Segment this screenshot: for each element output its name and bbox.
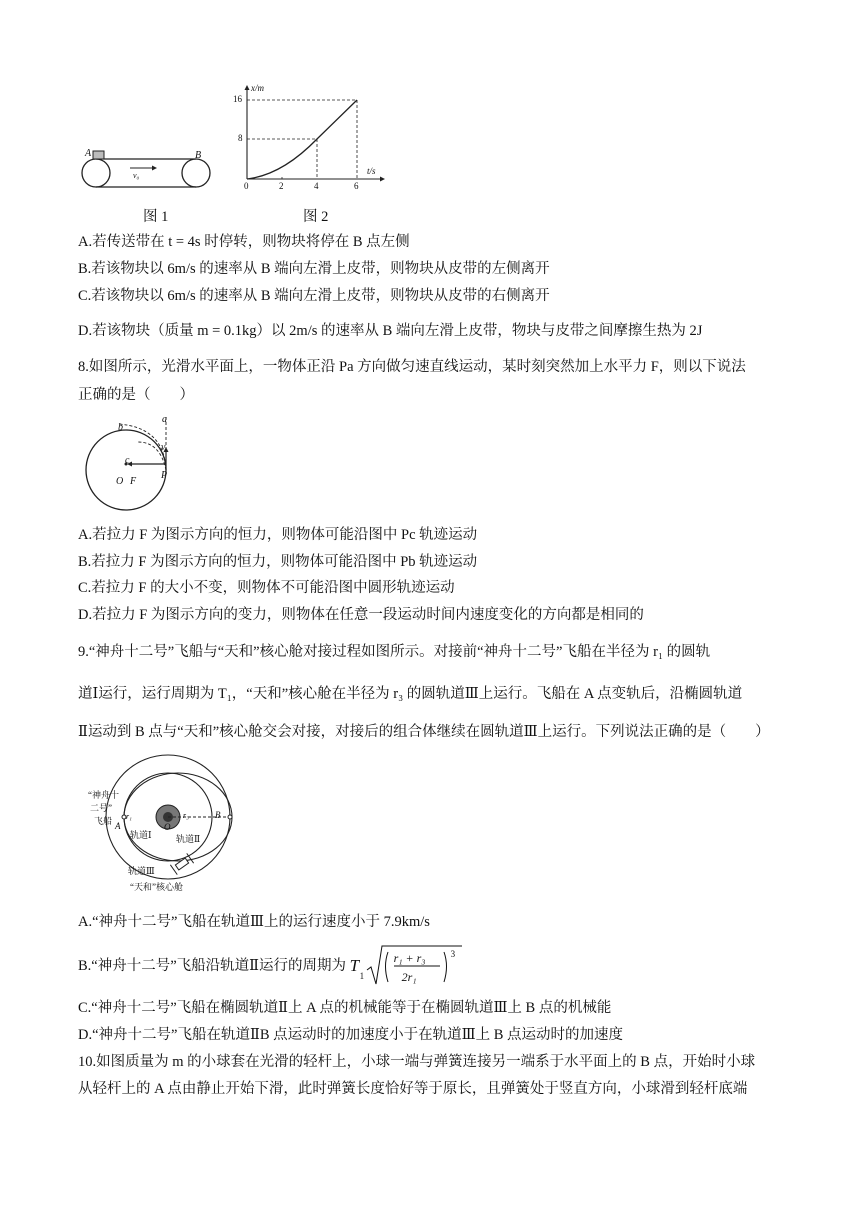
q9-label-tianhe: “天和”核心舱 xyxy=(130,882,183,892)
fig2-x-tick-6: 6 xyxy=(354,181,359,191)
q9-stem-line3: Ⅱ运动到 B 点与“天和”核心舱交会对接，对接后的组合体继续在圆轨道Ⅲ上运行。下列说法正确的是（ ） xyxy=(78,724,770,740)
q9-option-b-formula xyxy=(349,946,460,984)
q9-option-c: C.“神舟十二号”飞船在椭圆轨道Ⅱ上 A 点的机械能等于在椭圆轨道Ⅲ上 B 点的机械能 xyxy=(78,1000,612,1016)
q10-line1: 10.如图质量为 m 的小球套在光滑的轻杆上，小球一端与弹簧连接另一端系于水平面上的 B 点，开始时小球 xyxy=(78,1054,756,1070)
fig2-y-tick-16: 16 xyxy=(233,94,242,104)
q9-stem-line2: 道Ⅰ运行，运行周期为 T₁，“天和”核心舱在半径为 r₃ 的圆轨道Ⅲ上运行。飞船在 A 点变轨后，沿椭圆轨道 xyxy=(78,686,743,702)
q9-label-r3: r₃ xyxy=(183,811,189,820)
q8-label-o: O xyxy=(116,476,124,487)
q9-label-orbit2: 轨道Ⅱ xyxy=(176,834,201,844)
q8-option-a: A.若拉力 F 为图示方向的恒力，则物体可能沿图中 Pc 轨迹运动 xyxy=(78,527,478,543)
q9-formula-denominator: 2r₁ xyxy=(401,970,417,984)
q10-line2: 从轻杆上的 A 点由静止开始下滑，此时弹簧长度恰好等于原长，且弹簧处于竖直方向，小球滑到轻杆底端 xyxy=(78,1081,748,1097)
q9-label-r1: r₁ xyxy=(126,812,132,821)
q9-ship-label-1: “神舟十 xyxy=(88,790,119,800)
q8-stem-line2: 正确的是（ ） xyxy=(78,387,194,403)
q9-formula-numerator: r₁ + r₃ xyxy=(393,951,426,965)
q9-ship-label-2: 二号” xyxy=(90,803,112,813)
fig2-caption: 图 2 xyxy=(303,209,329,225)
fig1-label-v: v₀ xyxy=(133,171,140,180)
q9-formula-exponent: 3 xyxy=(450,949,456,959)
q8-label-p: P xyxy=(161,470,168,481)
q8-stem-line1: 8.如图所示，光滑水平面上，一物体正沿 Pa 方向做匀速直线运动，某时刻突然加上水平力 F，则以下说法 xyxy=(78,359,746,375)
q9-label-orbit3: 轨道Ⅲ xyxy=(128,866,155,876)
q7-option-d: D.若该物块（质量 m = 0.1kg）以 2m/s 的速率从 B 端向左滑上皮带，物块与皮带之间摩擦生热为 2J xyxy=(78,323,703,339)
q8-option-b: B.若拉力 F 为图示方向的恒力，则物体可能沿图中 Pb 轨迹运动 xyxy=(78,554,478,570)
q8-label-f: F xyxy=(130,476,137,487)
fig2-x-tick-4: 4 xyxy=(314,181,319,191)
q9-formula-t-sub: 1 xyxy=(359,971,365,981)
fig2-y-axis-label: x/m xyxy=(251,83,264,93)
q8-label-b: b xyxy=(118,422,123,433)
q8-option-d: D.若拉力 F 为图示方向的变力，则物体在任意一段运动时间内速度变化的方向都是相同的 xyxy=(78,607,644,623)
figure-q8-circle xyxy=(80,412,180,516)
q9-label-b: B xyxy=(215,810,221,820)
q8-option-c: C.若拉力 F 的大小不变，则物体不可能沿图中圆形轨迹运动 xyxy=(78,580,455,596)
q7-option-b: B.若该物块以 6m/s 的速率从 B 端向左滑上皮带，则物块从皮带的左侧离开 xyxy=(78,261,550,277)
q9-label-o: O xyxy=(164,822,171,832)
q9-option-b-text: B.“神舟十二号”飞船沿轨道Ⅱ运行的周期为 xyxy=(78,958,347,974)
fig2-x-tick-2: 2 xyxy=(279,181,284,191)
q7-option-c: C.若该物块以 6m/s 的速率从 B 端向左滑上皮带，则物块从皮带的右侧离开 xyxy=(78,288,550,304)
fig2-x-tick-0: 0 xyxy=(244,181,249,191)
fig2-x-axis-label: t/s xyxy=(367,166,376,176)
q8-label-a: a xyxy=(162,414,167,425)
q9-label-orbit1: 轨道Ⅰ xyxy=(130,830,152,840)
q9-stem-line1: 9.“神舟十二号”飞船与“天和”核心舱对接过程如图所示。对接前“神舟十二号”飞船在半径为 r₁ 的圆轨 xyxy=(78,644,711,660)
fig1-label-a: A xyxy=(85,148,92,159)
q9-option-a: A.“神舟十二号”飞船在轨道Ⅲ上的运行速度小于 7.9km/s xyxy=(78,914,430,930)
fig2-y-tick-8: 8 xyxy=(238,133,243,143)
q9-ship-label-3: 飞船 xyxy=(94,816,113,826)
fig1-label-b: B xyxy=(195,150,202,161)
q9-option-d: D.“神舟十二号”飞船在轨道ⅡB 点运动时的加速度小于在轨道Ⅲ上 B 点运动时的加速度 xyxy=(78,1027,624,1043)
q9-formula-t: T xyxy=(349,956,360,975)
q7-option-a: A.若传送带在 t = 4s 时停转，则物块将停在 B 点左侧 xyxy=(78,234,410,250)
figure-2-xt-graph xyxy=(230,84,390,190)
q9-option-b xyxy=(78,946,460,986)
q8-label-v: v xyxy=(161,442,166,453)
q8-label-c: c xyxy=(125,455,130,466)
q9-label-a: A xyxy=(115,821,121,831)
fig1-caption: 图 1 xyxy=(143,209,169,225)
